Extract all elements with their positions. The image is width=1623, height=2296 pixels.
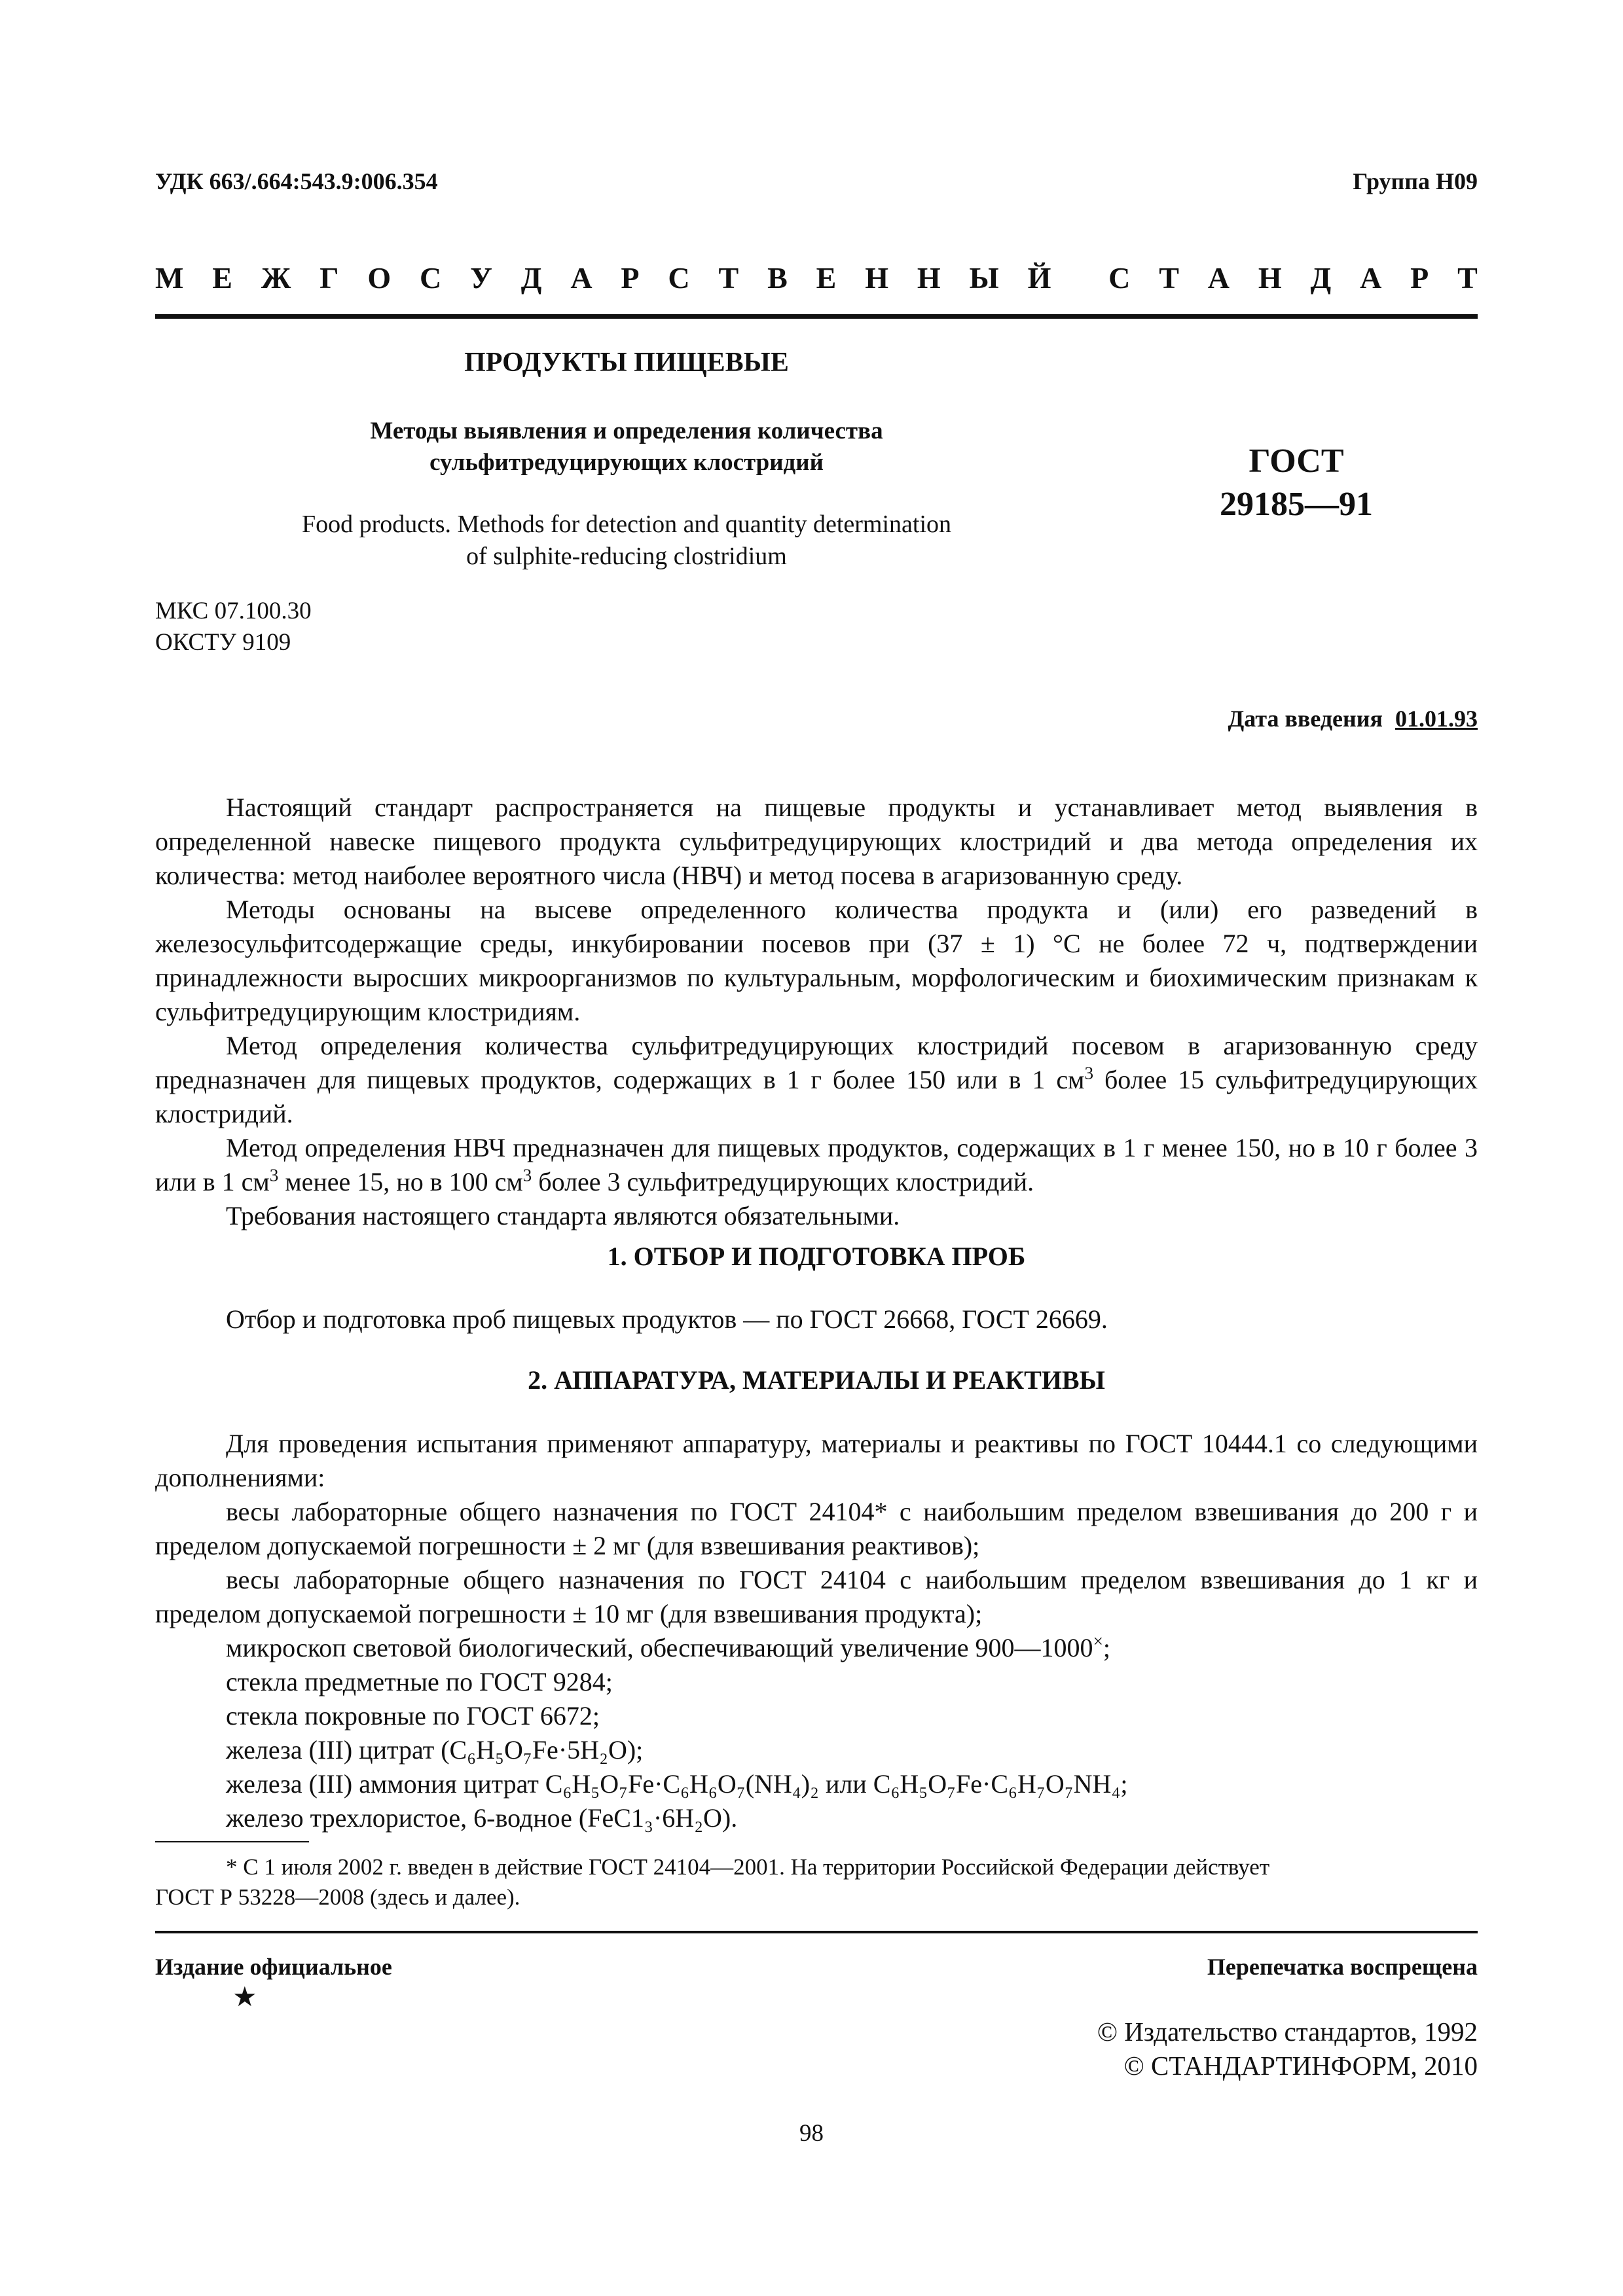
edition-label: Издание официальное xyxy=(155,1954,392,1980)
title-english xyxy=(155,509,1098,573)
title-main: ПРОДУКТЫ ПИЩЕВЫЕ xyxy=(464,348,789,378)
standard-type-letter: С xyxy=(1108,261,1131,295)
copyright-line2: © СТАНДАРТИНФОРМ, 2010 xyxy=(1123,2051,1478,2081)
standard-type-letter: Ы xyxy=(969,261,999,295)
section2-item: микроскоп световой биологический, обеспечивающий увеличение 900—1000×; xyxy=(226,1631,1111,1662)
standard-type-letter: Г xyxy=(319,261,339,295)
star-icon: ★ xyxy=(232,1982,257,2013)
standard-type-letter: А xyxy=(1360,261,1382,295)
title-english-line1: Food products. Methods for detection and quantity determination xyxy=(301,511,952,538)
standard-type-letter: Ж xyxy=(261,261,291,295)
standard-type-letter: С xyxy=(668,261,690,295)
intro-paragraph: Методы основаны на высеве определенного количества продукта и (или) его разведений в железосульфитсодержащие среды, инкубировании посевов при (37 ± 1) °С не более 72 ч, подтверждении принадлежности выросших микроорганизмов по культуральным, морфологическим и биохимическим признакам к сульфитредуцирующим клостридиям. xyxy=(155,895,1478,1026)
footnote-line1: * С 1 июля 2002 г. введен в действие ГОСТ 24104—2001. На территории Российской Федерации действует xyxy=(226,1854,1270,1880)
section2-paragraph: Для проведения испытания применяют аппаратуру, материалы и реактивы по ГОСТ 10444.1 со следующими дополнениями: xyxy=(155,1429,1478,1492)
standard-type-letter: Н xyxy=(1258,261,1282,295)
footnote-line2: ГОСТ Р 53228—2008 (здесь и далее). xyxy=(155,1884,520,1910)
standard-type-letter: Й xyxy=(1027,261,1051,295)
gost-label: ГОСТ xyxy=(1249,442,1344,480)
section2-item: железо трехлористое, 6-водное (FeC1₃·6H₂O). xyxy=(226,1803,738,1833)
standard-type-letter: Т xyxy=(718,261,739,295)
section2-text xyxy=(155,1427,1478,1835)
intro-paragraph: Настоящий стандарт распространяется на пищевые продукты и устанавливает метод выявления в определенной навеске пищевого продукта сульфитредуцирующих клостридий и два метода определения их количества: метод наиболее вероятного числа (НВЧ) и метод посева в агаризованную среду. xyxy=(155,793,1478,890)
standard-type-letter: А xyxy=(570,261,593,295)
section2-item: стекла предметные по ГОСТ 9284; xyxy=(226,1667,613,1696)
footer-rule xyxy=(155,1931,1478,1933)
footnote xyxy=(155,1852,1478,1912)
gost-designation xyxy=(1113,440,1480,526)
section2-item: весы лабораторные общего назначения по ГОСТ 24104 с наибольшим пределом взвешивания до 1 кг и пределом допускаемой погрешности ± 10 мг (для взвешивания продукта); xyxy=(155,1565,1478,1628)
section2-item: стекла покровные по ГОСТ 6672; xyxy=(226,1701,600,1731)
standard-type-letter: Р xyxy=(621,261,640,295)
standard-type-letter: Р xyxy=(1410,261,1429,295)
standard-type-letter: Н xyxy=(865,261,888,295)
mks-code: МКС 07.100.30 xyxy=(155,598,312,624)
reprint-label: Перепечатка воспрещена xyxy=(1207,1954,1478,1980)
classifiers xyxy=(155,596,312,658)
intro-paragraph: Метод определения НВЧ предназначен для пищевых продуктов, содержащих в 1 г менее 150, но в 10 г более 3 или в 1 $см^3$ менее 15, но в 100 $см^3$ более 3 сульфитредуцирующих клостридий. xyxy=(155,1133,1478,1196)
section2-item: железа (III) цитрат (C₆H₅O₇Fe·5H₂O); xyxy=(226,1735,644,1765)
section1-heading: 1. ОТБОР И ПОДГОТОВКА ПРОБ xyxy=(607,1242,1026,1271)
standard-type-heading xyxy=(155,260,1478,295)
intro-date-label: Дата введения xyxy=(1228,706,1383,732)
standard-type-letter: А xyxy=(1207,261,1230,295)
copyright-line1: © Издательство стандартов, 1992 xyxy=(1097,2017,1478,2047)
intro-paragraph: Требования настоящего стандарта являются обязательными. xyxy=(226,1201,900,1230)
intro-text xyxy=(155,791,1478,1233)
standard-type-letter: Д xyxy=(520,261,542,295)
section2-item: железа (III) аммония цитрат C₆H₅O₇Fe·C₆H₆O₇(NH₄)₂ или C₆H₅O₇Fe·C₆H₇O₇NH₄; xyxy=(226,1769,1128,1799)
standard-type-letter: Д xyxy=(1310,261,1332,295)
section2-item: весы лабораторные общего назначения по ГОСТ 24104* с наибольшим пределом взвешивания до 200 г и пределом допускаемой погрешности ± 2 мг (для взвешивания реактивов); xyxy=(155,1497,1478,1560)
standard-type-letter: Е xyxy=(816,261,837,295)
udk-code: УДК 663/.664:543.9:006.354 xyxy=(155,168,438,194)
standard-type-letter: Н xyxy=(917,261,941,295)
standard-type-letter: Е xyxy=(212,261,232,295)
title-russian xyxy=(155,416,1098,478)
gost-number: 29185—91 xyxy=(1220,486,1373,523)
copyright xyxy=(1097,2015,1478,2083)
group-code: Группа Н09 xyxy=(1353,168,1478,194)
intro-date-value: 01.01.93 xyxy=(1395,706,1478,732)
standard-type-letter: О xyxy=(367,261,392,295)
standard-type-letter: Т xyxy=(1159,261,1179,295)
section2-heading: 2. АППАРАТУРА, МАТЕРИАЛЫ И РЕАКТИВЫ xyxy=(528,1365,1105,1395)
standard-type-letter: В xyxy=(767,261,788,295)
standard-type-letter: М xyxy=(155,261,184,295)
standard-type-letter: У xyxy=(470,261,492,295)
header-rule xyxy=(155,314,1478,319)
page-number: 98 xyxy=(799,2120,824,2147)
title-russian-line2: сульфитредуцирующих клостридий xyxy=(429,449,824,476)
intro-date xyxy=(1228,705,1478,732)
okstu-code: ОКСТУ 9109 xyxy=(155,629,291,656)
standard-type-letter: Т xyxy=(1457,261,1478,295)
intro-paragraph: Метод определения количества сульфитредуцирующих клостридий посевом в агаризованную среду предназначен для пищевых продуктов, содержащих в 1 г более 150 или в 1 $см^3$ более 15 сульфитредуцирующих клостридий. xyxy=(155,1031,1478,1128)
title-english-line2: of sulphite-reducing clostridium xyxy=(466,543,787,570)
standard-type-letter: С xyxy=(420,261,442,295)
footnote-separator xyxy=(155,1841,309,1842)
title-russian-line1: Методы выявления и определения количества xyxy=(370,418,883,444)
section1-text: Отбор и подготовка проб пищевых продуктов — по ГОСТ 26668, ГОСТ 26669. xyxy=(226,1304,1108,1334)
